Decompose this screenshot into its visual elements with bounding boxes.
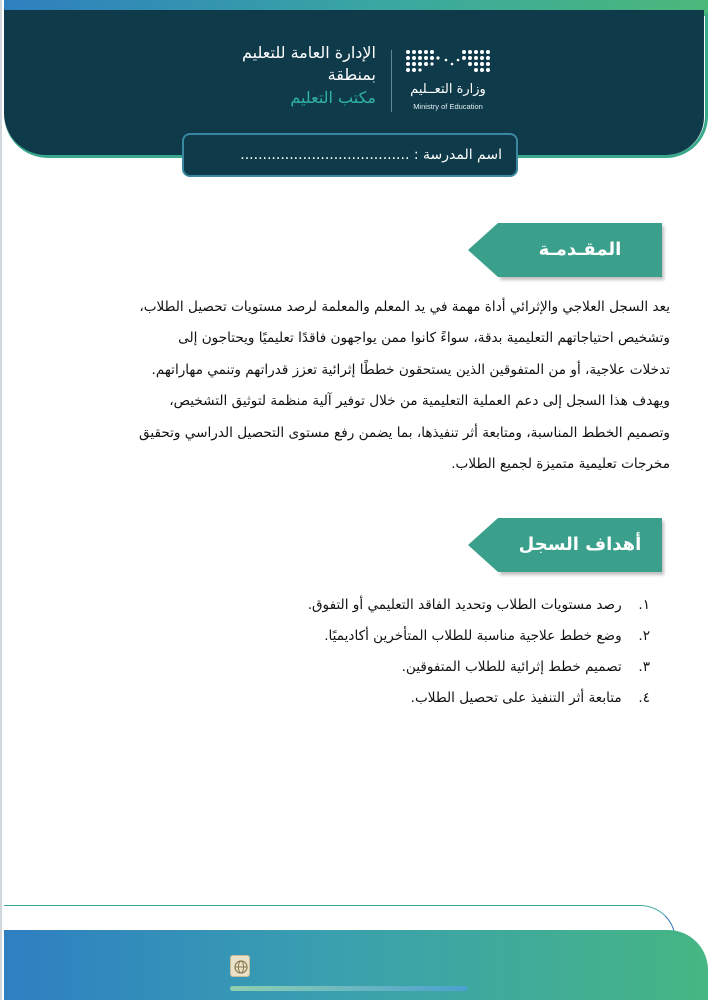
intro-heading: المقـدمـة bbox=[498, 223, 662, 277]
goal-number: ١. bbox=[638, 597, 650, 613]
goal-item bbox=[152, 621, 650, 652]
goal-text: متابعة أثر التنفيذ على تحصيل الطلاب. bbox=[410, 690, 622, 706]
admin-office: مكتب التعليم bbox=[290, 88, 376, 107]
intro-heading-ribbon bbox=[468, 223, 662, 277]
goal-item bbox=[152, 590, 650, 621]
intro-line: ويهدف هذا السجل إلى دعم العملية التعليمية من خلال توفير آلية منظمة لتوثيق التشخيص، bbox=[169, 393, 670, 410]
admin-region: بمنطقة bbox=[327, 65, 376, 84]
goal-number: ٣. bbox=[638, 659, 650, 675]
goal-number: ٢. bbox=[638, 628, 650, 644]
goals-heading-ribbon bbox=[468, 518, 662, 572]
globe-icon bbox=[230, 955, 250, 977]
ribbon-tip bbox=[468, 518, 498, 572]
ministry-name-ar: وزارة التعــليم bbox=[410, 82, 486, 97]
logo-dots-icon bbox=[402, 46, 492, 78]
intro-paragraph bbox=[48, 292, 670, 480]
goal-item bbox=[152, 652, 650, 683]
goal-text: تصميم خطط إثرائية للطلاب المتفوقين. bbox=[401, 659, 622, 675]
intro-line: وتشخيص احتياجاتهم التعليمية بدقة، سواءً كانوا ممن يواجهون فاقدًا تعليميًا ويحتاجون إلى bbox=[178, 330, 670, 347]
goals-heading: أهداف السجل bbox=[498, 518, 662, 572]
goal-number: ٤. bbox=[638, 690, 650, 706]
ribbon-tip bbox=[468, 223, 498, 277]
ministry-logo bbox=[400, 46, 496, 118]
admin-title: الإدارة العامة للتعليم bbox=[242, 43, 376, 62]
goal-text: وضع خطط علاجية مناسبة للطلاب المتأخرين أكاديميًا. bbox=[324, 628, 622, 644]
footer-bar bbox=[230, 986, 468, 991]
intro-line: مخرجات تعليمية متميزة لجميع الطلاب. bbox=[451, 456, 670, 473]
intro-line: تدخلات علاجية، أو من المتفوقين الذين يستحقون خططًا إثرائية تعزز قدراتهم وتنمي مهاراتهم. bbox=[151, 361, 670, 378]
logo-divider bbox=[391, 50, 392, 112]
intro-line: يعد السجل العلاجي والإثرائي أداة مهمة في يد المعلم والمعلمة لرصد مستويات تحصيل الطلاب، bbox=[139, 299, 670, 315]
admin-block bbox=[156, 42, 376, 110]
goal-text: رصد مستويات الطلاب وتحديد الفاقد التعليمي أو التفوق. bbox=[307, 597, 622, 613]
school-name-field: اسم المدرسة : ...................................... bbox=[182, 133, 518, 177]
intro-line: وتصميم الخطط المناسبة، ومتابعة أثر تنفيذها، بما يضمن رفع مستوى التحصيل الدراسي وتحقيق bbox=[139, 424, 670, 441]
goal-item bbox=[152, 683, 650, 714]
goals-list bbox=[152, 590, 650, 714]
ministry-name-en: Ministry of Education bbox=[413, 102, 483, 111]
